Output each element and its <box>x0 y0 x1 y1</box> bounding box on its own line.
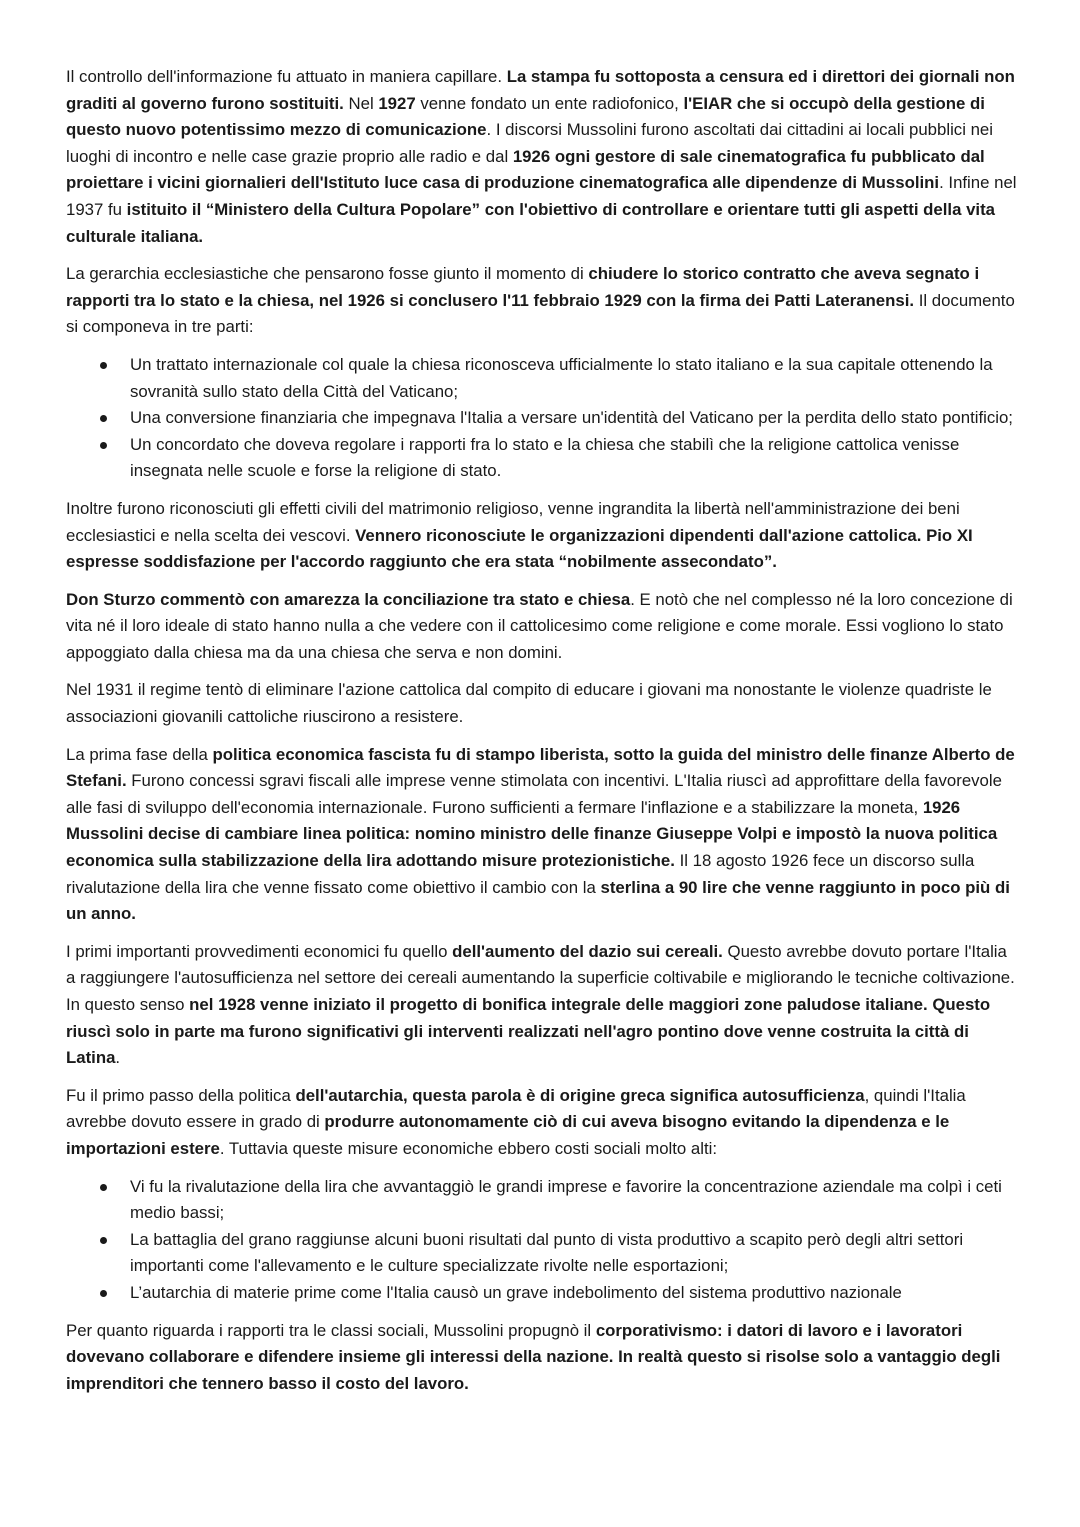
text-run: . E notò che nel complesso né la loro concezione di vita né il loro ideale di stato hanno nulla a che vedere con il cattolicesimo come religione e come morale. Essi vogliono lo stato appoggiato dalla chiesa ma da una chiesa che serva e non domini. <box>66 589 1013 662</box>
bold-text: 1927 <box>378 93 416 113</box>
text-run: La prima fase della <box>66 744 213 764</box>
text-run: Il documento si componeva in tre parti: <box>66 290 1015 337</box>
bold-text: La stampa fu sottoposta a censura ed i direttori dei giornali non graditi al governo furono sostituiti. <box>66 67 1015 113</box>
list-item <box>66 1280 1020 1307</box>
bold-text: 1926 ogni gestore di sale cinematografica fu pubblicato dal proiettare i vicini giornalieri dell'Istituto luce casa di produzione cinematografica alle dipendenze di Mussolini <box>66 146 985 193</box>
paragraph <box>66 1083 1020 1163</box>
bold-text: produrre autonomamente ciò di cui aveva bisogno evitando la dipendenza e le importazioni estere <box>66 1112 950 1158</box>
text-run: I primi importanti provvedimenti economici fu quello <box>66 941 453 961</box>
bold-text: chiudere lo storico contratto che aveva segnato i rapporti tra lo stato e la chiesa, nel 1926 si conclusero l'11 febbraio 1929 con la firma dei Patti Lateranensi. <box>66 264 980 310</box>
section-information-control <box>66 64 1020 341</box>
list-item <box>66 1227 1020 1280</box>
text-run: . Tuttavia queste misure economiche ebbero costi sociali molto alti: <box>219 1138 718 1158</box>
text-run: Inoltre furono riconosciuti gli effetti civili del matrimonio religioso, venne ingrandita la libertà nell'amministrazione dei beni ecclesiastici e nella scelta dei vescovi. <box>66 498 960 545</box>
text-run: Il controllo dell'informazione fu attuato in maniera capillare. <box>66 67 507 86</box>
bold-text: Vennero riconosciute le organizzazioni dipendenti dall'azione cattolica. Pio XI espresse soddisfazione per l'accordo raggiunto che era stata “nobilmente assecondato”. <box>66 525 973 572</box>
bold-text: istituito il “Ministero della Cultura Popolare” con l'obiettivo di controllare e orientare tutti gli aspetti della vita culturale italiana. <box>66 199 996 246</box>
bold-text: dell'aumento del dazio sui cereali. <box>452 941 723 961</box>
list-item-text: La battaglia del grano raggiunse alcuni buoni risultati dal punto di vista produttivo a scapito però degli altri settori importanti come l'allevamento e le culture specializzate rivolte nelle esportazioni; <box>130 1229 964 1276</box>
bold-text: Don Sturzo commentò con amarezza la conciliazione tra stato e chiesa <box>66 589 631 609</box>
section-corporatism <box>66 1318 1020 1398</box>
bullet-icon <box>100 1237 107 1244</box>
bullet-icon <box>100 1290 107 1297</box>
text-run: . <box>115 1048 121 1068</box>
bold-text: 1926 Mussolini decise di cambiare linea politica: nomino ministro delle finanze Giuseppe Volpi e impostò la nuova politica economica sulla stabilizzazione della lira adottando misure protezionistiche. <box>66 797 998 871</box>
paragraph <box>66 261 1020 341</box>
list-item-text: Un trattato internazionale col quale la chiesa riconosceva ufficialmente lo stato italiano e la sua capitale ottenendo la sovranità sullo stato della Città del Vaticano; <box>130 354 993 401</box>
lateran-pacts-list <box>66 352 1020 485</box>
text-run: Il 18 agosto 1926 fece un discorso sulla rivalutazione della lira che venne fissato come obiettivo il cambio con la <box>66 851 975 897</box>
text-run: Fu il primo passo della politica <box>66 1085 296 1105</box>
bold-text: nel 1928 venne iniziato il progetto di bonifica integrale delle maggiori zone paludose italiane. Questo riuscì solo in parte ma furono significativi gli interventi realizzati nell'agro pontino dove venne costruita la città di Latina <box>66 995 991 1068</box>
paragraph <box>66 742 1020 928</box>
bold-text: l'EIAR che si occupò della gestione di questo nuovo potentissimo mezzo di comunicazione <box>66 93 985 140</box>
list-item-text: Un concordato che doveva regolare i rapporti fra lo stato e la chiesa che stabilì che la religione cattolica venisse insegnata nelle scuole e forse la religione di stato. <box>130 434 960 481</box>
text-run: Furono concessi sgravi fiscali alle imprese venne stimolata con incentivi. L'Italia riuscì ad approfittare della favorevole alle fasi di sviluppo dell'economia internazionale. Furono sufficienti a fermare l'inflazione e a stabilizzare la moneta, <box>66 771 1002 817</box>
paragraph <box>66 496 1020 576</box>
text-run: . Infine nel 1937 fu <box>66 173 1017 219</box>
list-item-text: Una conversione finanziaria che impegnava l'Italia a versare un'identità del Vaticano per la perdita dello stato pontificio; <box>130 408 1013 428</box>
text-run: , quindi l'Italia avrebbe dovuto essere in grado di <box>66 1085 966 1132</box>
text-run: venne fondato un ente radiofonico, <box>415 93 684 113</box>
paragraph <box>66 587 1020 667</box>
text-run: . I discorsi Mussolini furono ascoltati dai cittadini ai locali pubblici nei luoghi di incontro e nelle case grazie proprio alle radio e dal <box>66 120 993 166</box>
list-item <box>66 352 1020 405</box>
list-item <box>66 432 1020 485</box>
paragraph <box>66 939 1020 1072</box>
text-run: Per quanto riguarda i rapporti tra le classi sociali, Mussolini propugnò il <box>66 1320 596 1340</box>
bold-text: corporativismo: i datori di lavoro e i lavoratori dovevano collaborare e difendere insieme gli interessi della nazione. In realtà questo si risolse solo a vantaggio degli imprenditori che tennero basso il costo del lavoro. <box>66 1320 1001 1393</box>
text-run: La gerarchia ecclesiastiche che pensarono fosse giunto il momento di <box>66 264 589 284</box>
bold-text: politica economica fascista fu di stampo liberista, sotto la guida del ministro delle finanze Alberto de Stefani. <box>66 744 1015 791</box>
bullet-icon <box>100 1184 107 1191</box>
text-run: Questo avrebbe dovuto portare l'Italia a raggiungere l'autosufficienza nel settore dei cereali aumentando la superficie coltivabile e migliorando le tecniche coltivazione. In questo senso <box>66 941 1015 1014</box>
list-item-text: L’autarchia di materie prime come l'Italia causò un grave indebolimento del sistema produttivo nazionale <box>130 1282 902 1302</box>
section-church-and-economy <box>66 496 1020 1163</box>
text-run: Nel <box>343 93 379 113</box>
list-item-text: Vi fu la rivalutazione della lira che avvantaggiò le grandi imprese e favorire la concentrazione aziendale ma colpì i ceti medio bassi; <box>130 1176 1002 1223</box>
list-item <box>66 1174 1020 1227</box>
paragraph <box>66 64 1020 250</box>
paragraph <box>66 1318 1020 1398</box>
paragraph <box>66 677 1020 730</box>
bold-text: dell'autarchia, questa parola è di origine greca significa autosufficienza <box>295 1085 865 1105</box>
bullet-icon <box>100 415 107 422</box>
social-costs-list <box>66 1174 1020 1307</box>
text-run: Nel 1931 il regime tentò di eliminare l'azione cattolica dal compito di educare i giovani ma nonostante le violenze quadriste le associazioni giovanili cattoliche riuscirono a resistere. <box>66 680 992 727</box>
bold-text: sterlina a 90 lire che venne raggiunto in poco più di un anno. <box>66 877 1010 924</box>
list-item <box>66 405 1020 432</box>
bullet-icon <box>100 362 107 369</box>
bullet-icon <box>100 442 107 449</box>
